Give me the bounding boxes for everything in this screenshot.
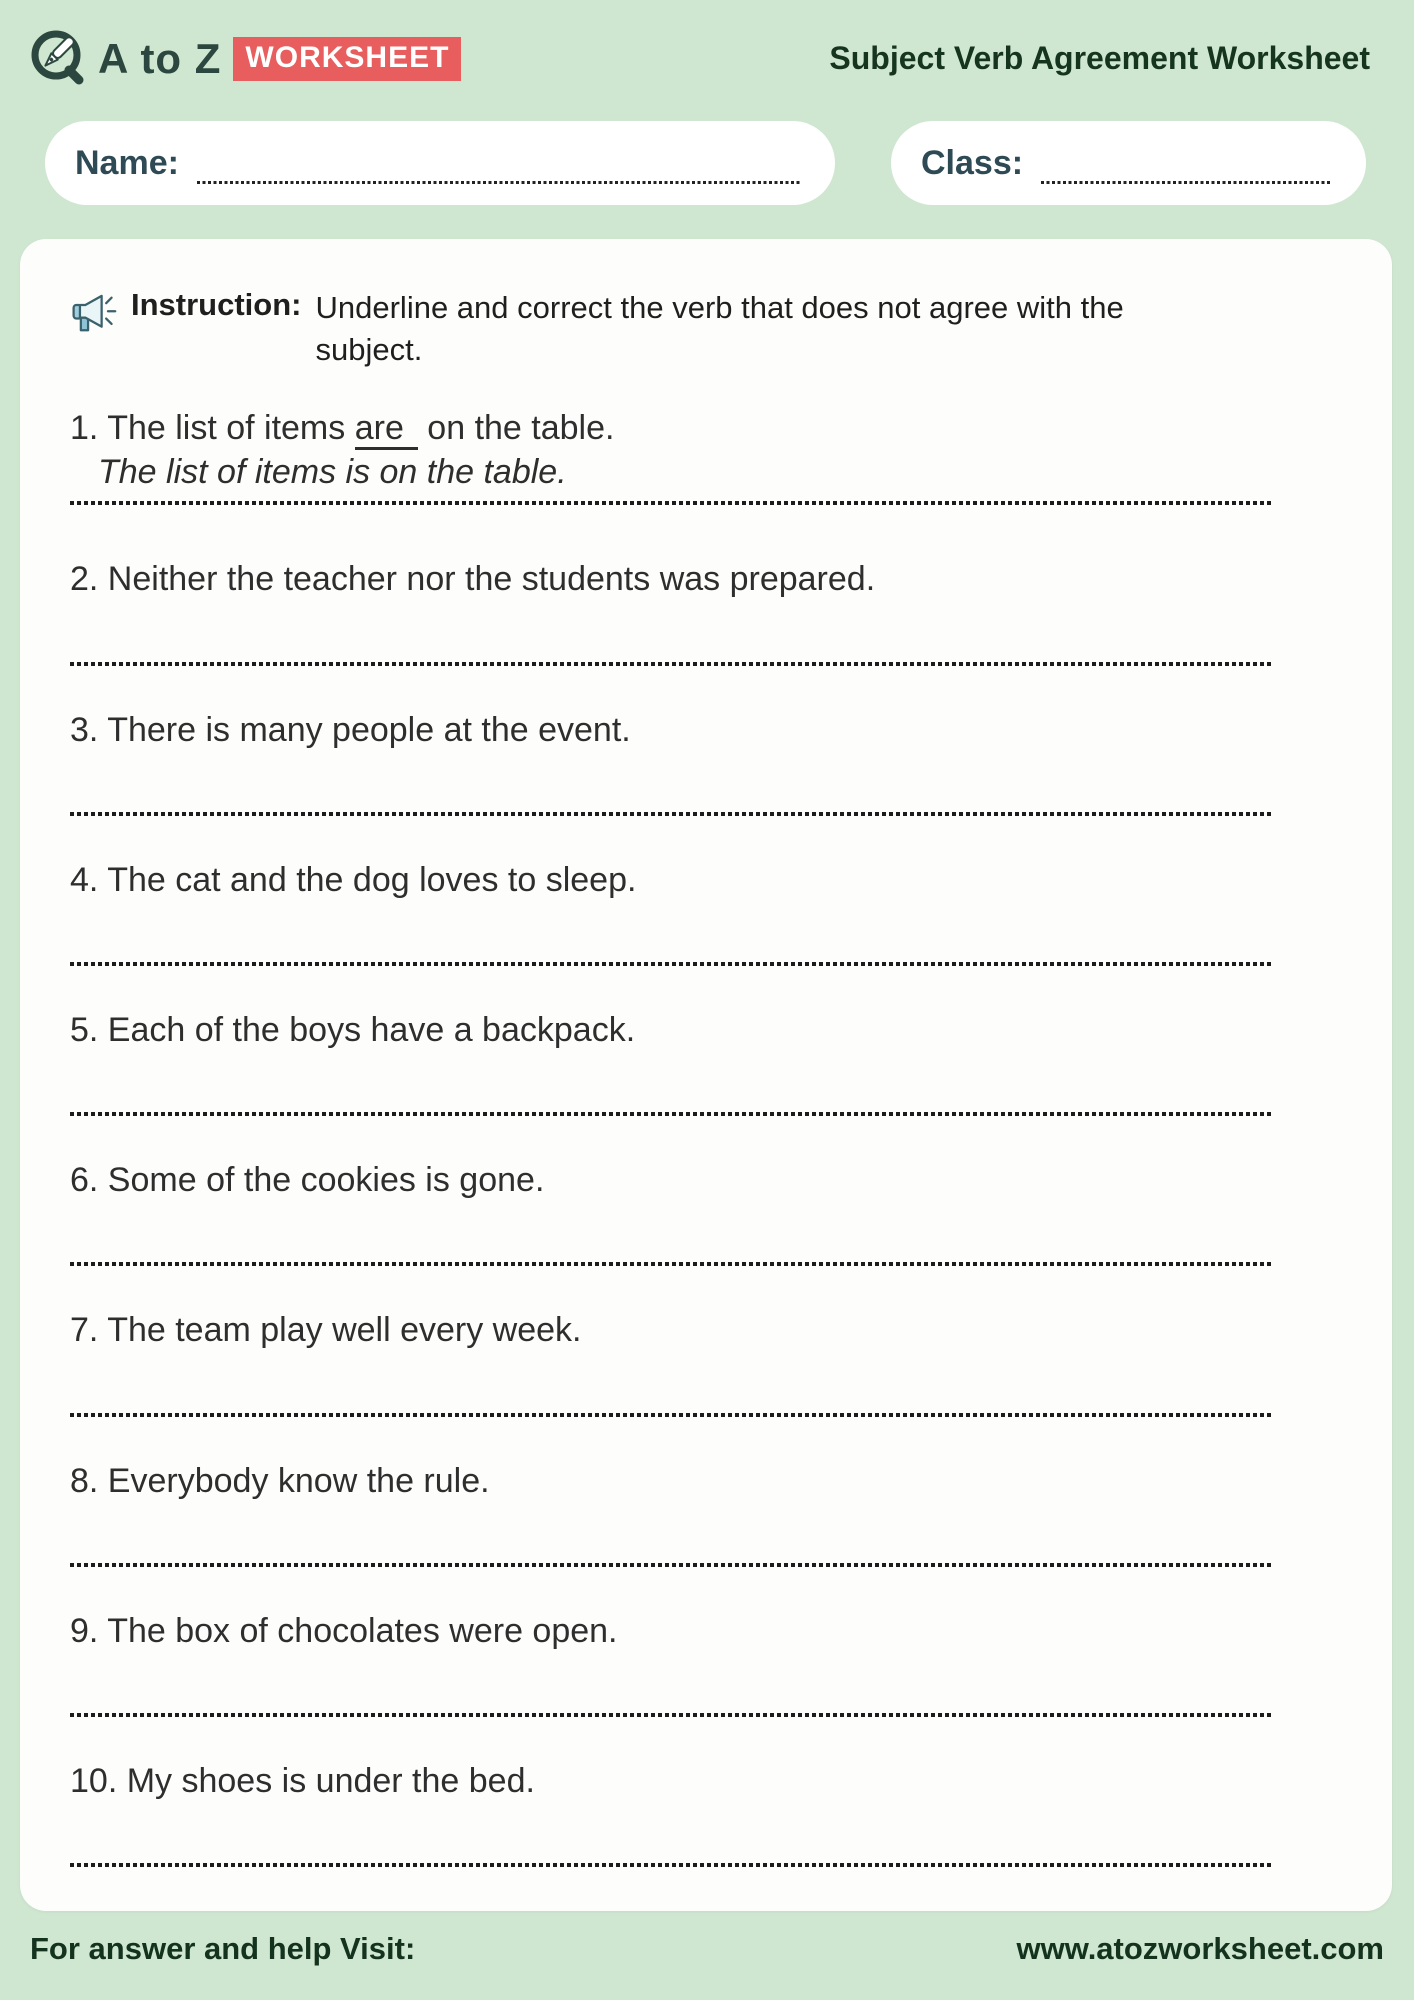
item-number: 7. (70, 1311, 99, 1350)
name-label: Name: (75, 143, 179, 182)
item-number: 3. (70, 710, 99, 749)
item-number: 4. (70, 860, 99, 899)
item-number: 8. (70, 1461, 99, 1500)
name-field (45, 121, 835, 205)
exercise-item-5 (70, 1008, 1274, 1116)
exercise-item-6 (70, 1158, 1274, 1266)
footer-website-url: www.atozworksheet.com (1016, 1931, 1384, 1967)
student-fields-row (45, 121, 1366, 205)
exercise-sentence: 6. Some of the cookies is gone. (70, 1161, 545, 1200)
exercise-item-7 (70, 1308, 1274, 1416)
footer (30, 1931, 1384, 1967)
class-write-line (1041, 181, 1332, 184)
exercise-answer: The list of items is on the table. (98, 453, 567, 492)
exercise-sentence: 1. The list of items are on the table. (70, 406, 1274, 450)
name-write-line (197, 181, 801, 184)
class-label: Class: (921, 143, 1024, 182)
item-number: 5. (70, 1011, 99, 1049)
class-field (891, 121, 1366, 205)
answer-write-line (70, 1413, 1274, 1417)
instruction-text: Underline and correct the verb that does not agree with the subject. (315, 290, 1124, 367)
answer-write-line (70, 662, 1274, 666)
exercise-sentence: 5. Each of the boys have a backpack. (70, 1011, 636, 1049)
instruction (70, 287, 1274, 370)
instruction-label: Instruction: (131, 287, 302, 322)
exercise-item-2 (70, 557, 1274, 665)
answer-write-line (70, 1563, 1274, 1567)
answer-write-line (70, 1112, 1274, 1116)
brand-badge: WORKSHEET (233, 37, 461, 81)
brand-text: A to Z (98, 34, 222, 82)
exercise-sentence: 9. The box of chocolates were open. (70, 1611, 618, 1650)
footer-help-text: For answer and help Visit: (30, 1931, 416, 1967)
exercise-item-9 (70, 1609, 1274, 1717)
exercise-sentence: 4. The cat and the dog loves to sleep. (70, 860, 637, 899)
item-number: 1. (70, 409, 99, 448)
answer-write-line (70, 1713, 1274, 1717)
underlined-verb: are (355, 409, 418, 450)
megaphone-icon (70, 289, 117, 370)
exercise-item-8 (70, 1459, 1274, 1567)
item-number: 2. (70, 560, 99, 599)
exercise-sentence: 2. Neither the teacher nor the students was prepared. (70, 560, 876, 599)
header (0, 0, 1414, 91)
answer-write-line (70, 1262, 1274, 1266)
brand (30, 26, 461, 91)
page-title: Subject Verb Agreement Worksheet (829, 40, 1370, 76)
item-number: 6. (70, 1161, 99, 1200)
pen-circle-logo-icon (30, 26, 86, 91)
answer-write-line (70, 1863, 1274, 1867)
item-number: 10. (70, 1761, 118, 1800)
answer-write-line (70, 962, 1274, 966)
answer-write-line (70, 501, 1274, 505)
exercise-item-10 (70, 1759, 1274, 1867)
exercise-sentence: 3. There is many people at the event. (70, 710, 631, 749)
exercise-item-4 (70, 858, 1274, 966)
exercise-sentence: 8. Everybody know the rule. (70, 1461, 490, 1500)
exercise-item-3 (70, 708, 1274, 816)
item-number: 9. (70, 1611, 99, 1650)
exercise-sentence: 7. The team play well every week. (70, 1311, 582, 1350)
worksheet-card (20, 239, 1392, 1911)
exercise-item-1 (70, 406, 1274, 505)
exercise-sentence: 10. My shoes is under the bed. (70, 1761, 535, 1800)
answer-write-line (70, 812, 1274, 816)
